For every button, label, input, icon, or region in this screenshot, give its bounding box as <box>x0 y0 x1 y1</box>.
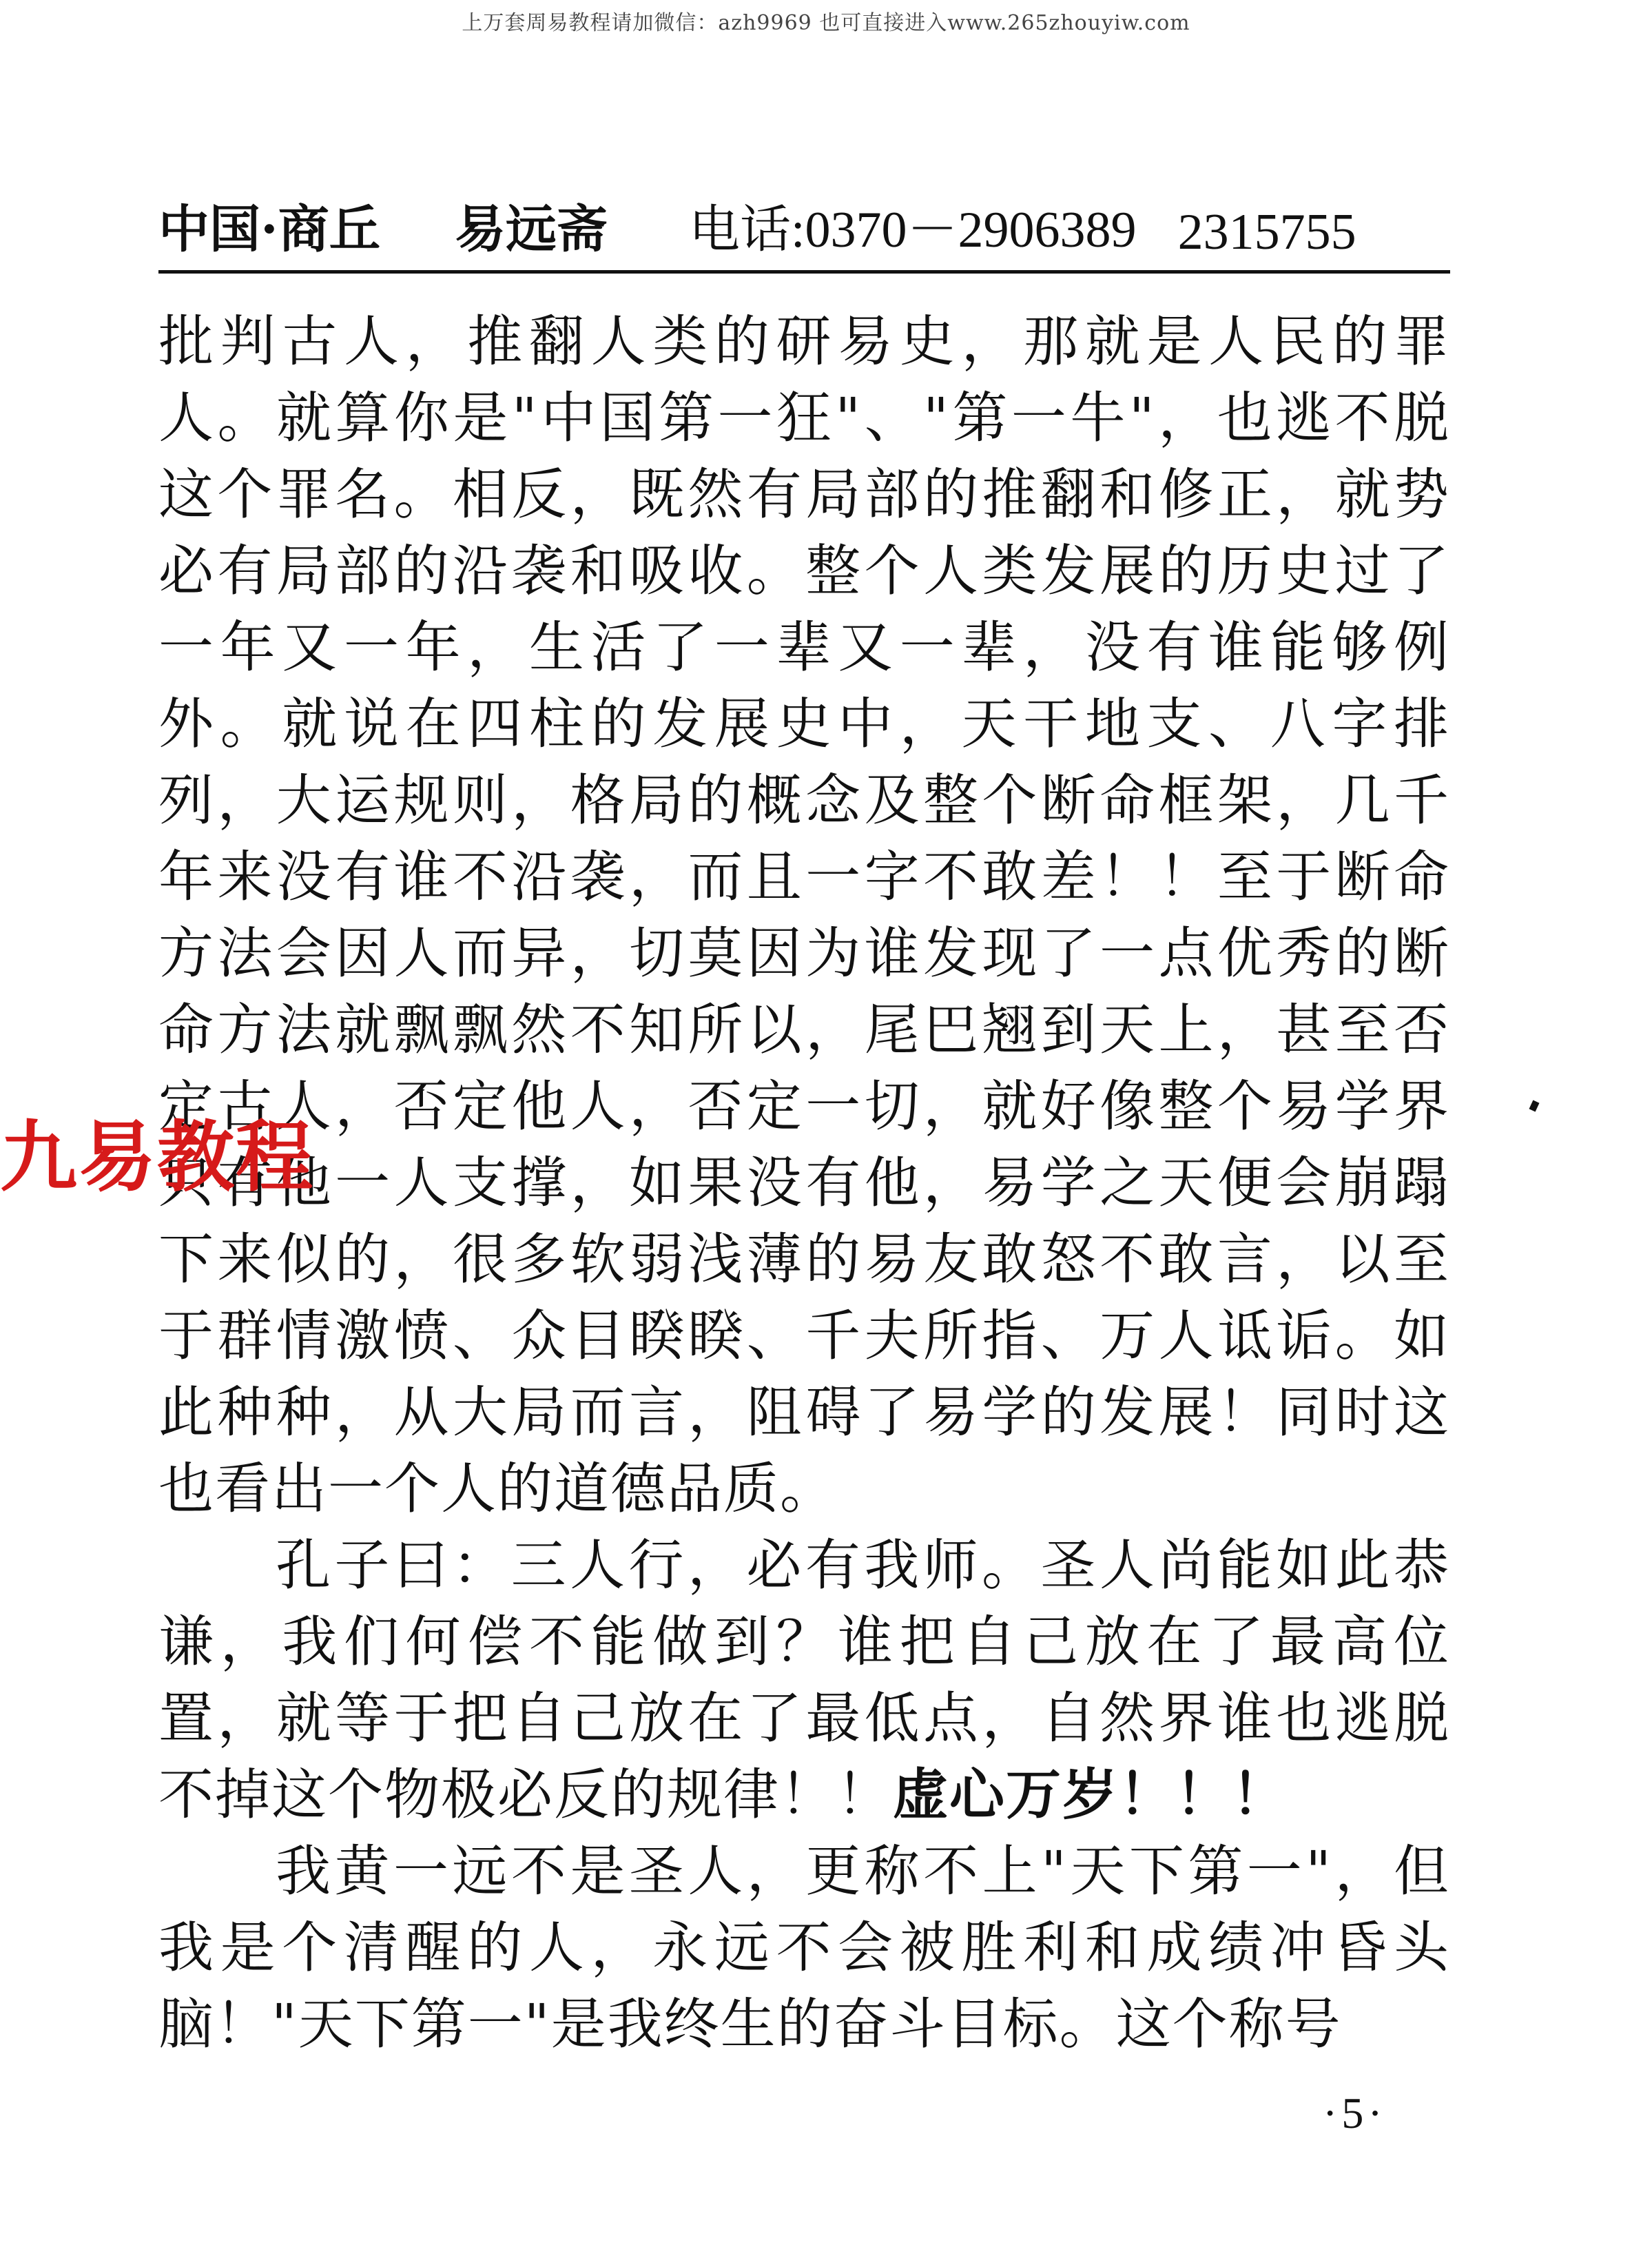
header-studio: 易远斋 <box>455 200 608 259</box>
header-phone: 电话:0370－2906389 <box>689 202 1137 258</box>
emphasis-text: 虚心万岁！！！ <box>893 1762 1288 1827</box>
header-place: 中国·商丘 <box>158 200 380 259</box>
top-banner: 上万套周易教程请加微信：azh9969 也可直接进入www.265zhouyiw.com <box>462 11 1190 35</box>
page-header <box>158 186 1450 269</box>
paragraph-1: 批判古人，推翻人类的研易史，那就是人民的罪人。就算你是"中国第一狂"、"第一牛"，也逃不脱这个罪名。相反，既然有局部的推翻和修正，就势必有局部的沿袭和吸收。整个人类发展的历史过了一年又一年，生活了一辈又一辈，没有谁能够例外。就说在四柱的发展史中，天干地支、八字排列，大运规则，格局的概念及整个断命框架，几千年来没有谁不沿袭，而且一字不敢差！！至于断命方法会因人而异，切莫因为谁发现了一点优秀的断命方法就飘飘然不知所以，尾巴翘到天上，甚至否定古人，否定他人，否定一切，就好像整个易学界只有他一人支撑，如果没有他，易学之天便会崩蹋下来似的，很多软弱浅薄的易友敢怒不敢言，以至于群情激愤、众目睽睽、千夫所指、万人诋诟。如此种种，从大局而言，阻碍了易学的发展！同时这也看出一个人的道德品质。 <box>158 309 1450 1521</box>
header-phone-alt: 2315755 <box>1177 204 1356 260</box>
paragraph-2-text: 孔子曰：三人行，必有我师。圣人尚能如此恭谦，我们何偿不能做到？谁把自己放在了最高位置，就等于把自己放在了最低点，自然界谁也逃脱不掉这个物极必反的规律！！ <box>158 1533 1450 1827</box>
paragraph-2 <box>158 1527 1450 1833</box>
watermark-logo: 九易教程 <box>0 1113 314 1202</box>
page-number: ·5· <box>1323 2089 1387 2137</box>
paragraph-3: 我黄一远不是圣人，更称不上"天下第一"，但我是个清醒的人，永远不会被胜利和成绩冲昏头脑！"天下第一"是我终生的奋斗目标。这个称号 <box>158 1839 1450 2056</box>
scan-mark <box>1529 1100 1540 1112</box>
header-rule <box>158 270 1450 274</box>
body-text <box>158 303 1450 2062</box>
